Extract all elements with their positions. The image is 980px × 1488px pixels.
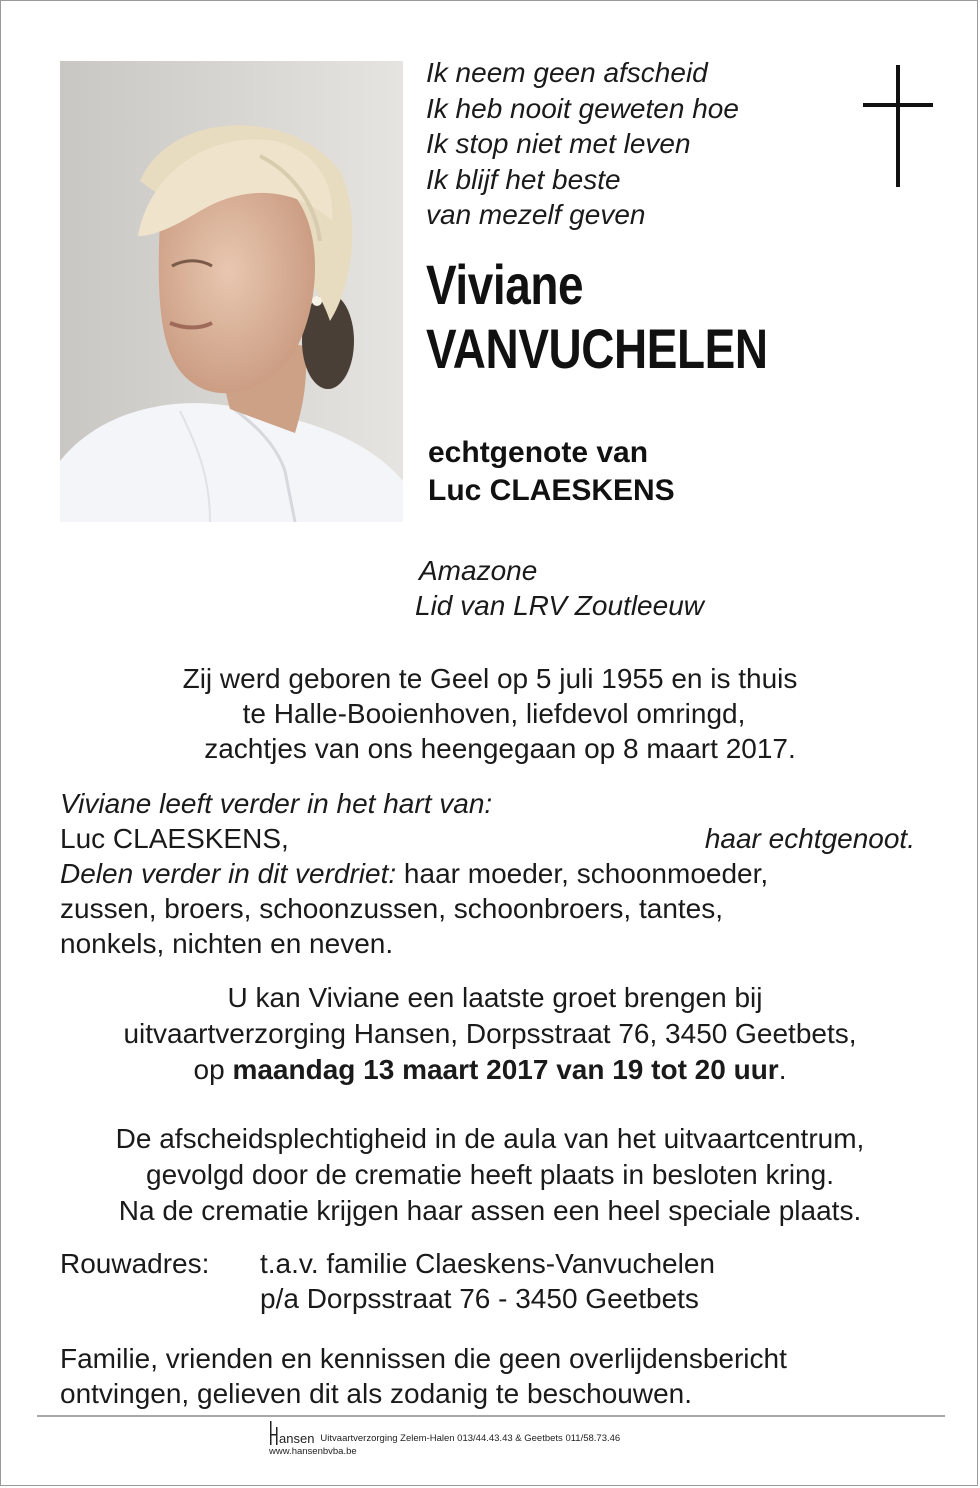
visitation-line <box>1 1052 978 1088</box>
portrait-photo <box>60 61 403 522</box>
birth-death-line: Zij werd geboren te Geel op 5 juli 1955 en is thuis <box>182 663 798 694</box>
visitation-line: U kan Viviane een laatste groet brengen bij <box>227 982 763 1013</box>
footer <box>269 1421 620 1458</box>
ceremony-line: Na de crematie krijgen haar assen een heel speciale plaats. <box>118 1195 862 1226</box>
spouse-relation: echtgenote van <box>428 436 649 469</box>
birth-death-line: te Halle-Booienhoven, liefdevol omringd, <box>242 698 746 729</box>
closing-line: ontvingen, gelieven dit als zodanig te beschouwen. <box>60 1378 692 1409</box>
visitation-prefix: op <box>193 1054 233 1085</box>
spouse-name: Luc CLAESKENS <box>428 474 675 507</box>
website: www.hansenbvba.be <box>269 1446 357 1457</box>
cross-icon <box>863 65 933 187</box>
birth-death-text <box>1 661 978 766</box>
footer-divider <box>37 1415 945 1417</box>
hansen-logo-icon <box>269 1421 279 1445</box>
survivors-intro: Viviane leeft verder in het hart van: <box>60 788 493 819</box>
poem-line: van mezelf geven <box>426 199 646 230</box>
survivors-text <box>60 786 915 961</box>
poem-line: Ik heb nooit geweten hoe <box>426 92 739 124</box>
partner-role: haar echtgenoot. <box>704 823 915 854</box>
first-name: Viviane <box>426 253 584 316</box>
ceremony-line: De afscheidsplechtigheid in de aula van het uitvaartcentrum, <box>115 1123 865 1154</box>
address-line: p/a Dorpsstraat 76 - 3450 Geetbets <box>260 1283 699 1314</box>
poem-line: Ik blijf het beste <box>426 163 621 195</box>
sharing-line <box>60 856 915 891</box>
partner-name: Luc CLAESKENS, <box>60 823 289 854</box>
hansen-logo <box>269 1421 314 1445</box>
visitation-line: uitvaartverzorging Hansen, Dorpsstraat 76, 3450 Geetbets, <box>123 1018 857 1049</box>
partner-row <box>60 821 915 856</box>
address-label: Rouwadres: <box>60 1248 210 1279</box>
mourning-address <box>60 1246 715 1316</box>
visitation-suffix: . <box>778 1054 787 1085</box>
birth-death-line: zachtjes van ons heengegaan op 8 maart 2017. <box>204 733 796 764</box>
ceremony-text <box>1 1121 978 1229</box>
sharing-line: nonkels, nichten en neven. <box>60 928 394 959</box>
roles <box>415 553 704 623</box>
role-line: Amazone <box>419 555 538 586</box>
closing-line: Familie, vrienden en kennissen die geen overlijdensbericht <box>60 1343 787 1374</box>
address-line: t.a.v. familie Claeskens-Vanvuchelen <box>260 1248 715 1279</box>
poem <box>426 55 739 233</box>
visitation-text <box>1 980 978 1088</box>
role-line: Lid van LRV Zoutleeuw <box>415 590 704 621</box>
closing-text <box>60 1341 787 1411</box>
deceased-name <box>426 253 768 381</box>
sharing-line: zussen, broers, schoonzussen, schoonbroers, tantes, <box>60 893 724 924</box>
visitation-when: maandag 13 maart 2017 van 19 tot 20 uur <box>232 1054 779 1085</box>
company-line: Uitvaartverzorging Zelem-Halen 013/44.43.43 & Geetbets 011/58.73.46 <box>320 1433 621 1444</box>
poem-line: Ik stop niet met leven <box>426 128 691 159</box>
ceremony-line: gevolgd door de crematie heeft plaats in besloten kring. <box>146 1159 834 1190</box>
logo-text: ansen <box>279 1431 315 1446</box>
poem-line: Ik neem geen afscheid <box>426 57 708 88</box>
sharing-intro: Delen verder in dit verdriet: <box>60 858 397 889</box>
last-name: VANVUCHELEN <box>426 317 768 380</box>
spouse-block <box>428 434 675 510</box>
sharing-relatives: haar moeder, schoonmoeder, <box>396 858 769 889</box>
